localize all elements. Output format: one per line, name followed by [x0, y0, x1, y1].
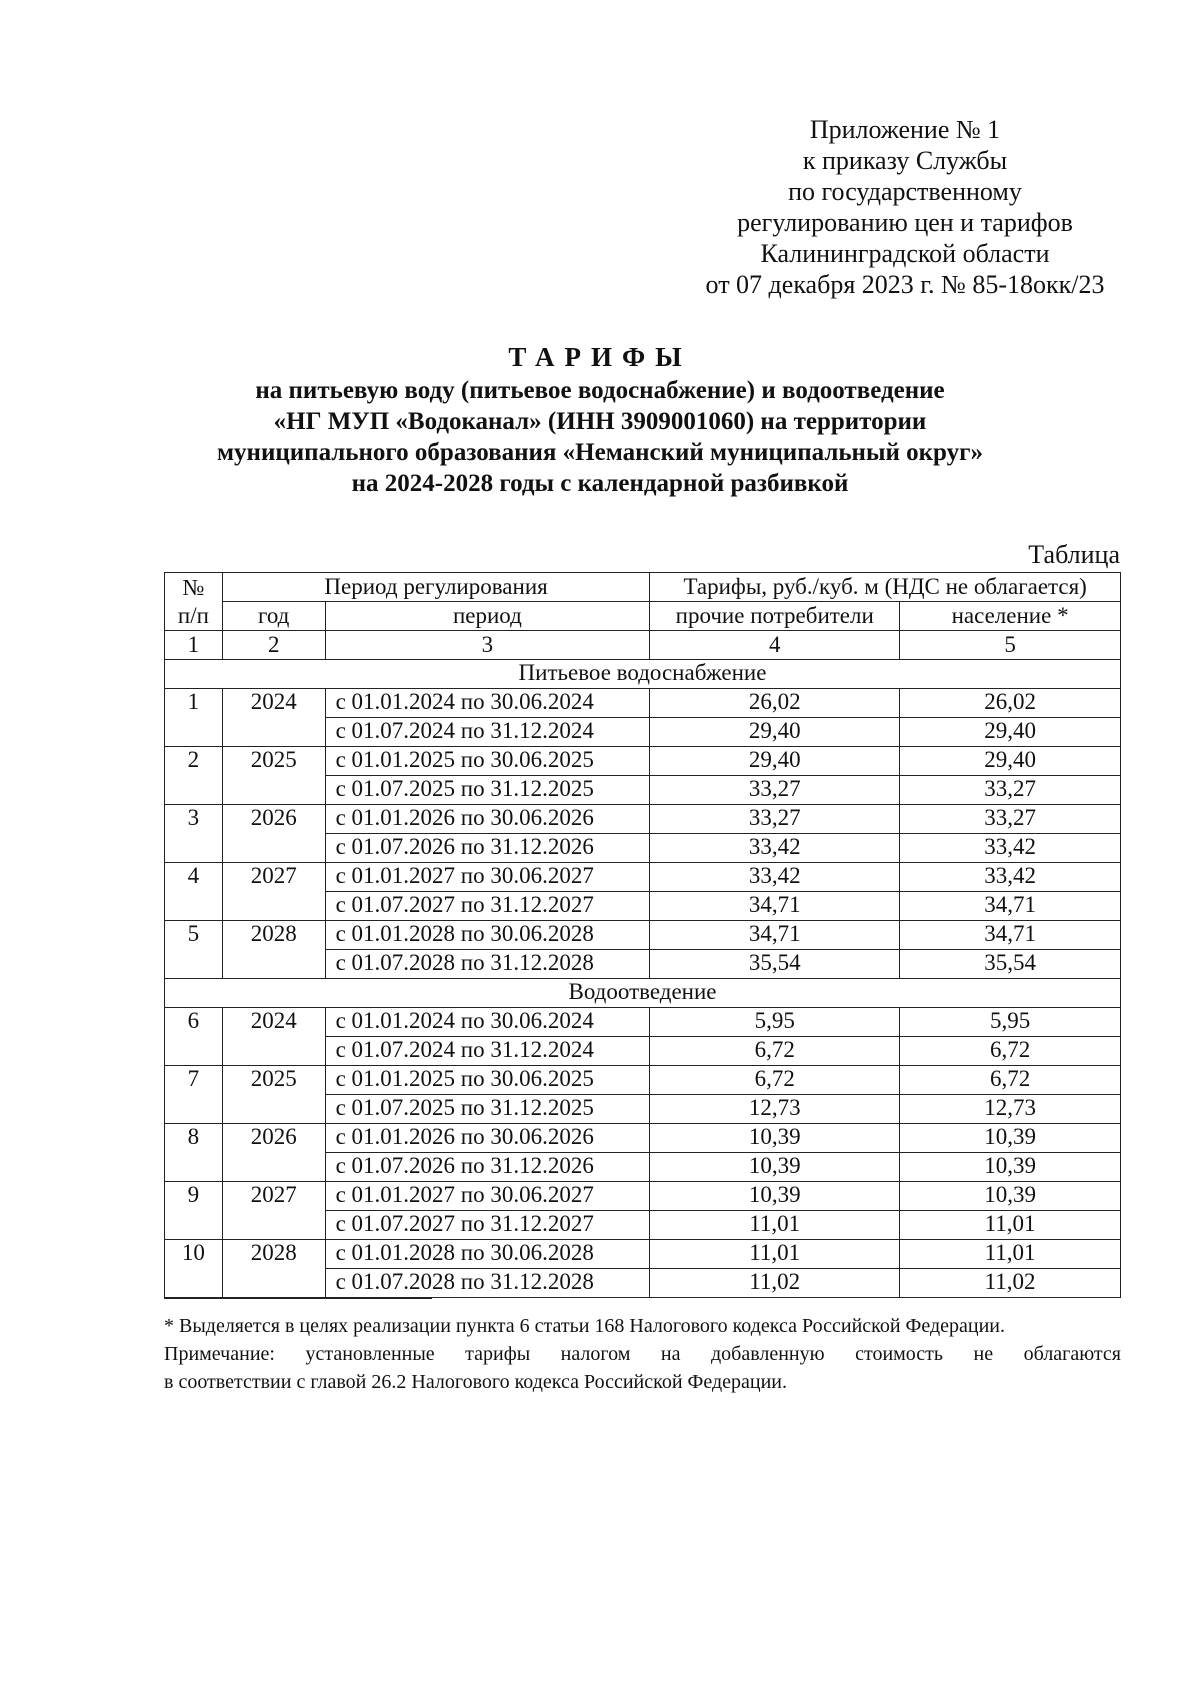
- row-tariff-other: 33,27: [650, 805, 900, 834]
- table-row: [165, 805, 1121, 834]
- appendix-line: Калининградской области: [760, 239, 1050, 268]
- row-tariff-population: 11,02: [900, 1269, 1121, 1298]
- row-period: с 01.07.2028 по 31.12.2028: [325, 950, 650, 979]
- tariffs-table: [164, 572, 1121, 1298]
- header-period-group: Период регулирования: [222, 573, 649, 602]
- row-tariff-population: 11,01: [900, 1211, 1121, 1240]
- row-tariff-other: 10,39: [650, 1153, 900, 1182]
- row-tariff-population: 33,42: [900, 834, 1121, 863]
- row-tariff-other: 6,72: [650, 1037, 900, 1066]
- row-number: 9: [165, 1182, 223, 1240]
- row-tariff-population: 5,95: [900, 1008, 1121, 1037]
- section-title: Питьевое водоснабжение: [165, 660, 1121, 689]
- title-line: муниципального образования «Неманский муниципальный округ»: [217, 439, 983, 466]
- table-row: [165, 1124, 1121, 1153]
- row-year: 2026: [222, 1124, 325, 1182]
- column-number: 5: [900, 631, 1121, 660]
- row-number: 10: [165, 1240, 223, 1298]
- header-population: население *: [900, 602, 1121, 631]
- row-tariff-population: 33,27: [900, 805, 1121, 834]
- row-tariff-population: 29,40: [900, 747, 1121, 776]
- row-period: с 01.07.2025 по 31.12.2025: [325, 1095, 650, 1124]
- title-main: ТАРИФЫ: [508, 342, 692, 372]
- row-tariff-other: 33,27: [650, 776, 900, 805]
- row-tariff-other: 35,54: [650, 950, 900, 979]
- row-period: с 01.01.2028 по 30.06.2028: [325, 1240, 650, 1269]
- row-tariff-other: 5,95: [650, 1008, 900, 1037]
- document-title: [150, 342, 1050, 499]
- title-line: на 2024-2028 годы с календарной разбивкой: [351, 470, 849, 497]
- row-tariff-population: 33,27: [900, 776, 1121, 805]
- row-tariff-other: 11,01: [650, 1211, 900, 1240]
- row-period: с 01.01.2024 по 30.06.2024: [325, 689, 650, 718]
- row-number: 8: [165, 1124, 223, 1182]
- row-tariff-population: 10,39: [900, 1153, 1121, 1182]
- table-row: [165, 747, 1121, 776]
- row-number: 3: [165, 805, 223, 863]
- row-tariff-population: 26,02: [900, 689, 1121, 718]
- row-year: 2025: [222, 1066, 325, 1124]
- row-period: с 01.01.2027 по 30.06.2027: [325, 1182, 650, 1211]
- row-tariff-population: 12,73: [900, 1095, 1121, 1124]
- table-row: [165, 921, 1121, 950]
- row-tariff-population: 29,40: [900, 718, 1121, 747]
- section-title: Водоотведение: [165, 979, 1121, 1008]
- row-period: с 01.07.2024 по 31.12.2024: [325, 718, 650, 747]
- table-label: Таблица: [1028, 540, 1120, 569]
- row-tariff-population: 35,54: [900, 950, 1121, 979]
- row-tariff-population: 33,42: [900, 863, 1121, 892]
- table-row: [165, 1008, 1121, 1037]
- row-period: с 01.01.2024 по 30.06.2024: [325, 1008, 650, 1037]
- row-period: с 01.01.2026 по 30.06.2026: [325, 1124, 650, 1153]
- appendix-line: Приложение № 1: [809, 115, 1001, 144]
- row-year: 2024: [222, 1008, 325, 1066]
- table-subheader-row: [165, 602, 1121, 631]
- row-period: с 01.07.2027 по 31.12.2027: [325, 892, 650, 921]
- row-year: 2028: [222, 1240, 325, 1298]
- row-tariff-population: 10,39: [900, 1124, 1121, 1153]
- row-period: с 01.07.2024 по 31.12.2024: [325, 1037, 650, 1066]
- row-tariff-other: 10,39: [650, 1124, 900, 1153]
- row-year: 2026: [222, 805, 325, 863]
- header-tariff-group: Тарифы, руб./куб. м (НДС не облагается): [650, 573, 1121, 602]
- row-tariff-other: 34,71: [650, 921, 900, 950]
- row-year: 2025: [222, 747, 325, 805]
- table-row: [165, 689, 1121, 718]
- row-tariff-population: 6,72: [900, 1037, 1121, 1066]
- row-tariff-population: 34,71: [900, 921, 1121, 950]
- row-period: с 01.01.2027 по 30.06.2027: [325, 863, 650, 892]
- row-period: с 01.01.2028 по 30.06.2028: [325, 921, 650, 950]
- row-tariff-other: 6,72: [650, 1066, 900, 1095]
- row-tariff-other: 34,71: [650, 892, 900, 921]
- header-num: № п/п: [165, 573, 223, 631]
- row-period: с 01.01.2025 по 30.06.2025: [325, 1066, 650, 1095]
- column-number: 2: [222, 631, 325, 660]
- row-period: с 01.01.2026 по 30.06.2026: [325, 805, 650, 834]
- row-period: с 01.07.2028 по 31.12.2028: [325, 1269, 650, 1298]
- row-number: 2: [165, 747, 223, 805]
- row-period: с 01.07.2025 по 31.12.2025: [325, 776, 650, 805]
- row-period: с 01.01.2025 по 30.06.2025: [325, 747, 650, 776]
- row-year: 2027: [222, 863, 325, 921]
- row-tariff-population: 11,01: [900, 1240, 1121, 1269]
- row-tariff-other: 33,42: [650, 834, 900, 863]
- row-tariff-other: 26,02: [650, 689, 900, 718]
- column-number: 1: [165, 631, 223, 660]
- footnote-text: * Выделяется в целях реализации пункта 6 статьи 168 Налогового кодекса Российской Федерации.: [164, 1315, 1006, 1337]
- table-row: [165, 1240, 1121, 1269]
- appendix-line: по государственному: [788, 177, 1022, 206]
- row-year: 2024: [222, 689, 325, 747]
- row-tariff-other: 11,02: [650, 1269, 900, 1298]
- notes: [164, 1312, 1121, 1396]
- row-tariff-other: 11,01: [650, 1240, 900, 1269]
- table-header-row: [165, 573, 1121, 602]
- note-line: в соответствии с главой 26.2 Налогового кодекса Российской Федерации.: [164, 1371, 787, 1393]
- row-tariff-population: 10,39: [900, 1182, 1121, 1211]
- table-row: [165, 1066, 1121, 1095]
- appendix-line: регулированию цен и тарифов: [737, 208, 1073, 237]
- column-number-row: [165, 631, 1121, 660]
- row-number: 6: [165, 1008, 223, 1066]
- column-number: 4: [650, 631, 900, 660]
- table-row: [165, 1182, 1121, 1211]
- header-year: год: [222, 602, 325, 631]
- row-year: 2028: [222, 921, 325, 979]
- column-number: 3: [325, 631, 650, 660]
- row-tariff-other: 12,73: [650, 1095, 900, 1124]
- row-period: с 01.07.2026 по 31.12.2026: [325, 834, 650, 863]
- row-year: 2027: [222, 1182, 325, 1240]
- section-row: [165, 979, 1121, 1008]
- title-line: на питьевую воду (питьевое водоснабжение) и водоотведение: [255, 377, 945, 404]
- title-line: «НГ МУП «Водоканал» (ИНН 3909001060) на территории: [273, 408, 927, 435]
- row-tariff-other: 29,40: [650, 747, 900, 776]
- appendix-line: к приказу Службы: [802, 146, 1008, 175]
- row-tariff-other: 33,42: [650, 863, 900, 892]
- note-line: Примечание: установленные тарифы налогом на добавленную стоимость не облагаются: [164, 1343, 1121, 1365]
- row-number: 7: [165, 1066, 223, 1124]
- row-number: 4: [165, 863, 223, 921]
- header-period: период: [325, 602, 650, 631]
- footnote-divider: [164, 1298, 432, 1299]
- row-period: с 01.07.2027 по 31.12.2027: [325, 1211, 650, 1240]
- row-number: 5: [165, 921, 223, 979]
- appendix-line: от 07 декабря 2023 г. № 85-18окк/23: [705, 270, 1105, 299]
- row-number: 1: [165, 689, 223, 747]
- table-row: [165, 863, 1121, 892]
- section-row: [165, 660, 1121, 689]
- row-tariff-other: 10,39: [650, 1182, 900, 1211]
- row-tariff-population: 6,72: [900, 1066, 1121, 1095]
- header-other-consumers: прочие потребители: [650, 602, 900, 631]
- appendix-header: [690, 114, 1120, 300]
- row-tariff-other: 29,40: [650, 718, 900, 747]
- row-period: с 01.07.2026 по 31.12.2026: [325, 1153, 650, 1182]
- row-tariff-population: 34,71: [900, 892, 1121, 921]
